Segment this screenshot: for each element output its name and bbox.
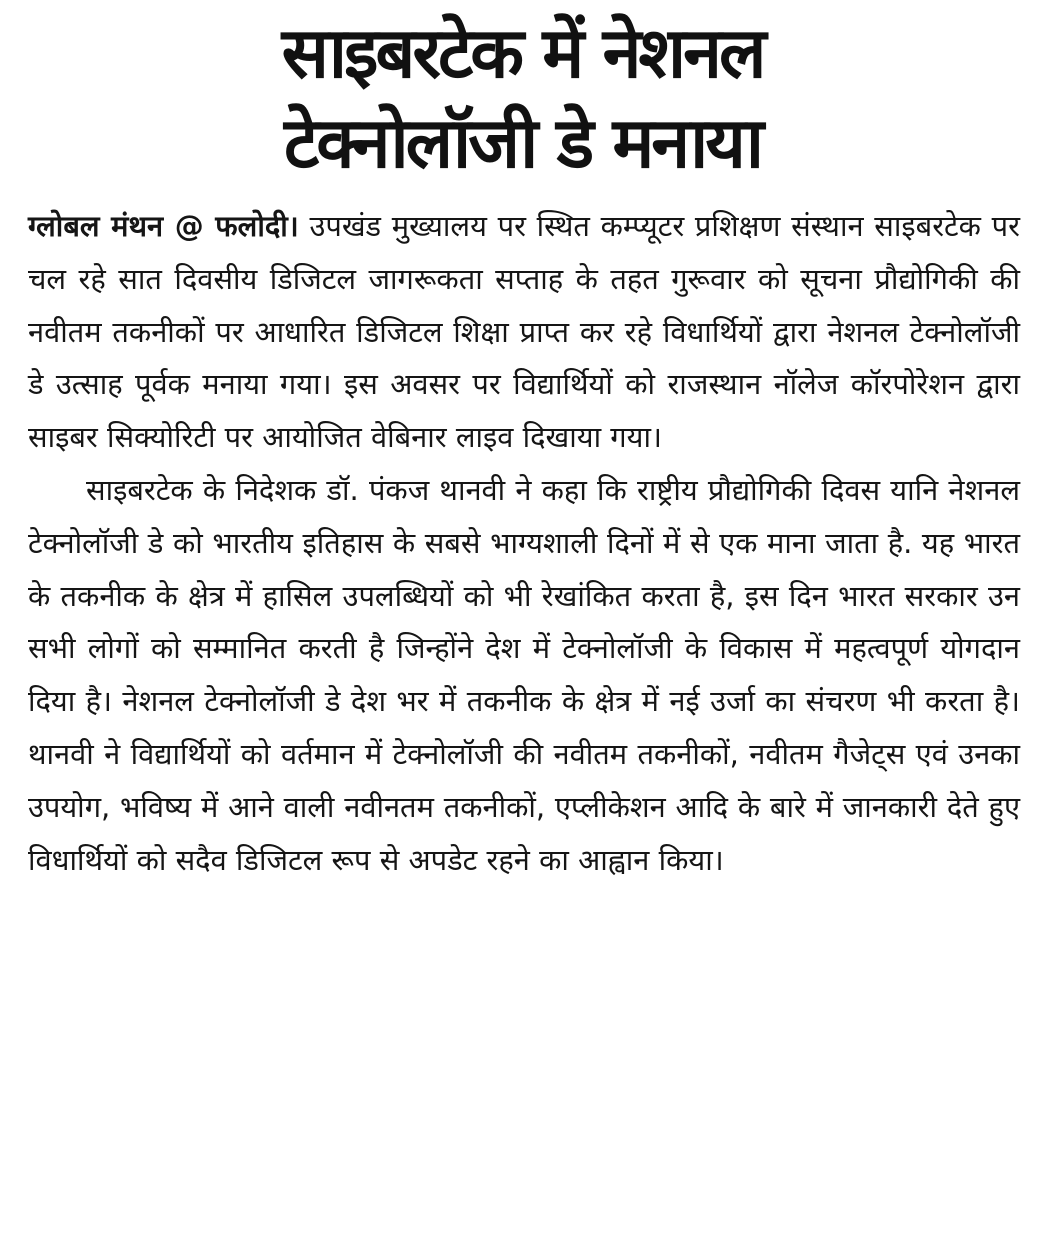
paragraph-1 bbox=[28, 200, 1020, 464]
paragraph-1-text: उपखंड मुख्यालय पर स्थित कम्प्यूटर प्रशिक्षण संस्थान साइबरटेक पर चल रहे सात दिवसीय डिजिटल जागरूकता सप्ताह के तहत गुरूवार को सूचना प्रौद्योगिकी की नवीतम तकनीकों पर आधारित डिजिटल शिक्षा प्राप्त कर रहे विधार्थियों द्वारा नेशनल टेक्नोलॉजी डे उत्साह पूर्वक मनाया गया। इस अवसर पर विद्यार्थियों को राजस्थान नॉलेज कॉरपोरेशन द्वारा साइबर सिक्योरिटी पर आयोजित वेबिनार लाइव दिखाया गया। bbox=[28, 209, 1020, 455]
article-body bbox=[28, 200, 1020, 886]
headline-line-1: साइबरटेक में नेशनल bbox=[281, 12, 764, 94]
paragraph-2: साइबरटेक के निदेशक डॉ. पंकज थानवी ने कहा कि राष्ट्रीय प्रौद्योगिकी दिवस यानि नेशनल टेक्नोलॉजी डे को भारतीय इतिहास के सबसे भाग्यशाली दिनों में से एक माना जाता है. यह भारत के तकनीक के क्षेत्र में हासिल उपलब्धियों को भी रेखांकित करता है, इस दिन भारत सरकार उन सभी लोगों को सम्मानित करती है जिन्होंने देश में टेक्नोलॉजी के विकास में महत्वपूर्ण योगदान दिया है। नेशनल टेक्नोलॉजी डे देश भर में तकनीक के क्षेत्र में नई उर्जा का संचरण भी करता है। थानवी ने विद्यार्थियों को वर्तमान में टेक्नोलॉजी की नवीतम तकनीकों, नवीतम गैजेट्स एवं उनका उपयोग, भविष्य में आने वाली नवीनतम तकनीकों, एप्लीकेशन आदि के बारे में जानकारी देते हुए विधार्थियों को सदैव डिजिटल रूप से अपडेट रहने का आह्वान किया। bbox=[28, 472, 1020, 877]
headline bbox=[0, 8, 1045, 188]
dateline: ग्लोबल मंथन @ फलोदी। bbox=[28, 209, 299, 243]
headline-line-2: टेक्नोलॉजी डे मनाया bbox=[283, 102, 762, 184]
